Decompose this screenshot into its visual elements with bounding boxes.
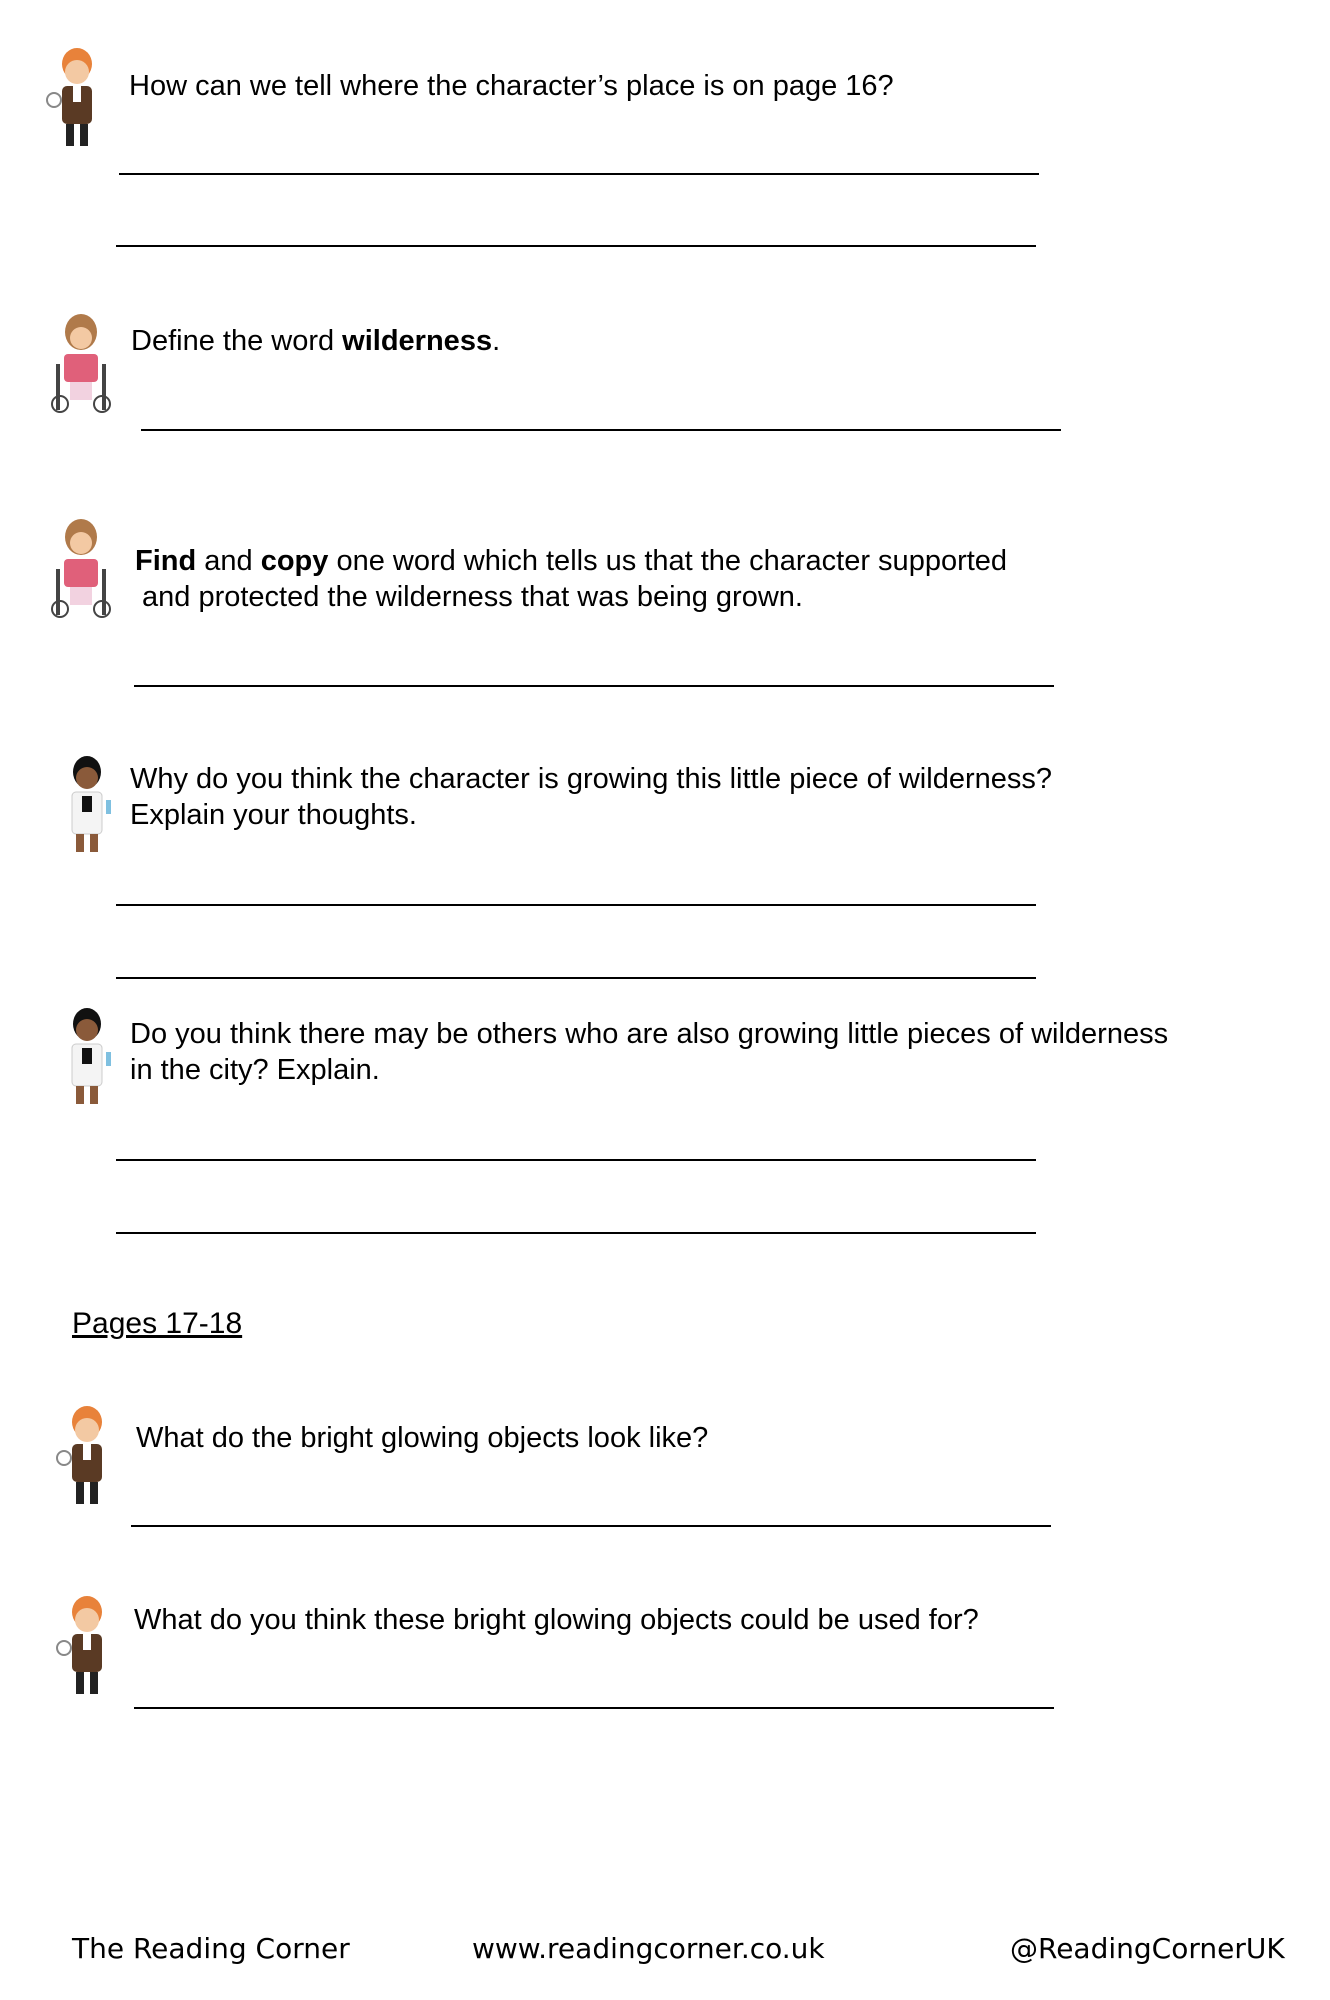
question-7-text: What do you think these bright glowing objects could be used for? xyxy=(134,1604,979,1636)
question-3-text: Find and copy one word which tells us that the character supported xyxy=(135,545,1008,577)
question-4-text: Why do you think the character is growing this little piece of wilderness? xyxy=(130,763,1052,795)
question-5-text-line2: in the city? Explain. xyxy=(130,1054,380,1086)
answer-line[interactable] xyxy=(116,1232,1036,1234)
question-4-text-line2: Explain your thoughts. xyxy=(130,799,417,831)
wheelchair-reader-icon xyxy=(46,515,116,625)
question-5-text: Do you think there may be others who are also growing little pieces of wilderness xyxy=(130,1018,1169,1050)
section-heading: Pages 17-18 xyxy=(72,1307,243,1340)
answer-line[interactable] xyxy=(119,173,1039,175)
answer-line[interactable] xyxy=(116,977,1036,979)
answer-line[interactable] xyxy=(131,1525,1051,1527)
answer-line[interactable] xyxy=(116,245,1036,247)
answer-line[interactable] xyxy=(134,685,1054,687)
wheelchair-reader-icon xyxy=(46,310,116,420)
question-6-text: What do the bright glowing objects look like? xyxy=(136,1422,709,1454)
question-1-text: How can we tell where the character’s place is on page 16? xyxy=(129,70,894,102)
detective-character-icon xyxy=(52,1590,122,1700)
answer-line[interactable] xyxy=(116,904,1036,906)
answer-line[interactable] xyxy=(134,1707,1054,1709)
footer-left-text: The Reading Corner xyxy=(72,1932,350,1965)
scientist-character-icon xyxy=(54,1002,124,1112)
question-3-text-line2: and protected the wilderness that was being grown. xyxy=(142,581,803,613)
answer-line[interactable] xyxy=(141,429,1061,431)
detective-character-icon xyxy=(42,42,112,152)
detective-character-icon xyxy=(52,1400,122,1510)
answer-line[interactable] xyxy=(116,1159,1036,1161)
scientist-character-icon xyxy=(54,750,124,860)
footer-website-text: www.readingcorner.co.uk xyxy=(472,1932,825,1965)
question-2-text: Define the word wilderness. xyxy=(131,325,501,357)
footer-social-handle: @ReadingCornerUK xyxy=(1010,1932,1285,1965)
